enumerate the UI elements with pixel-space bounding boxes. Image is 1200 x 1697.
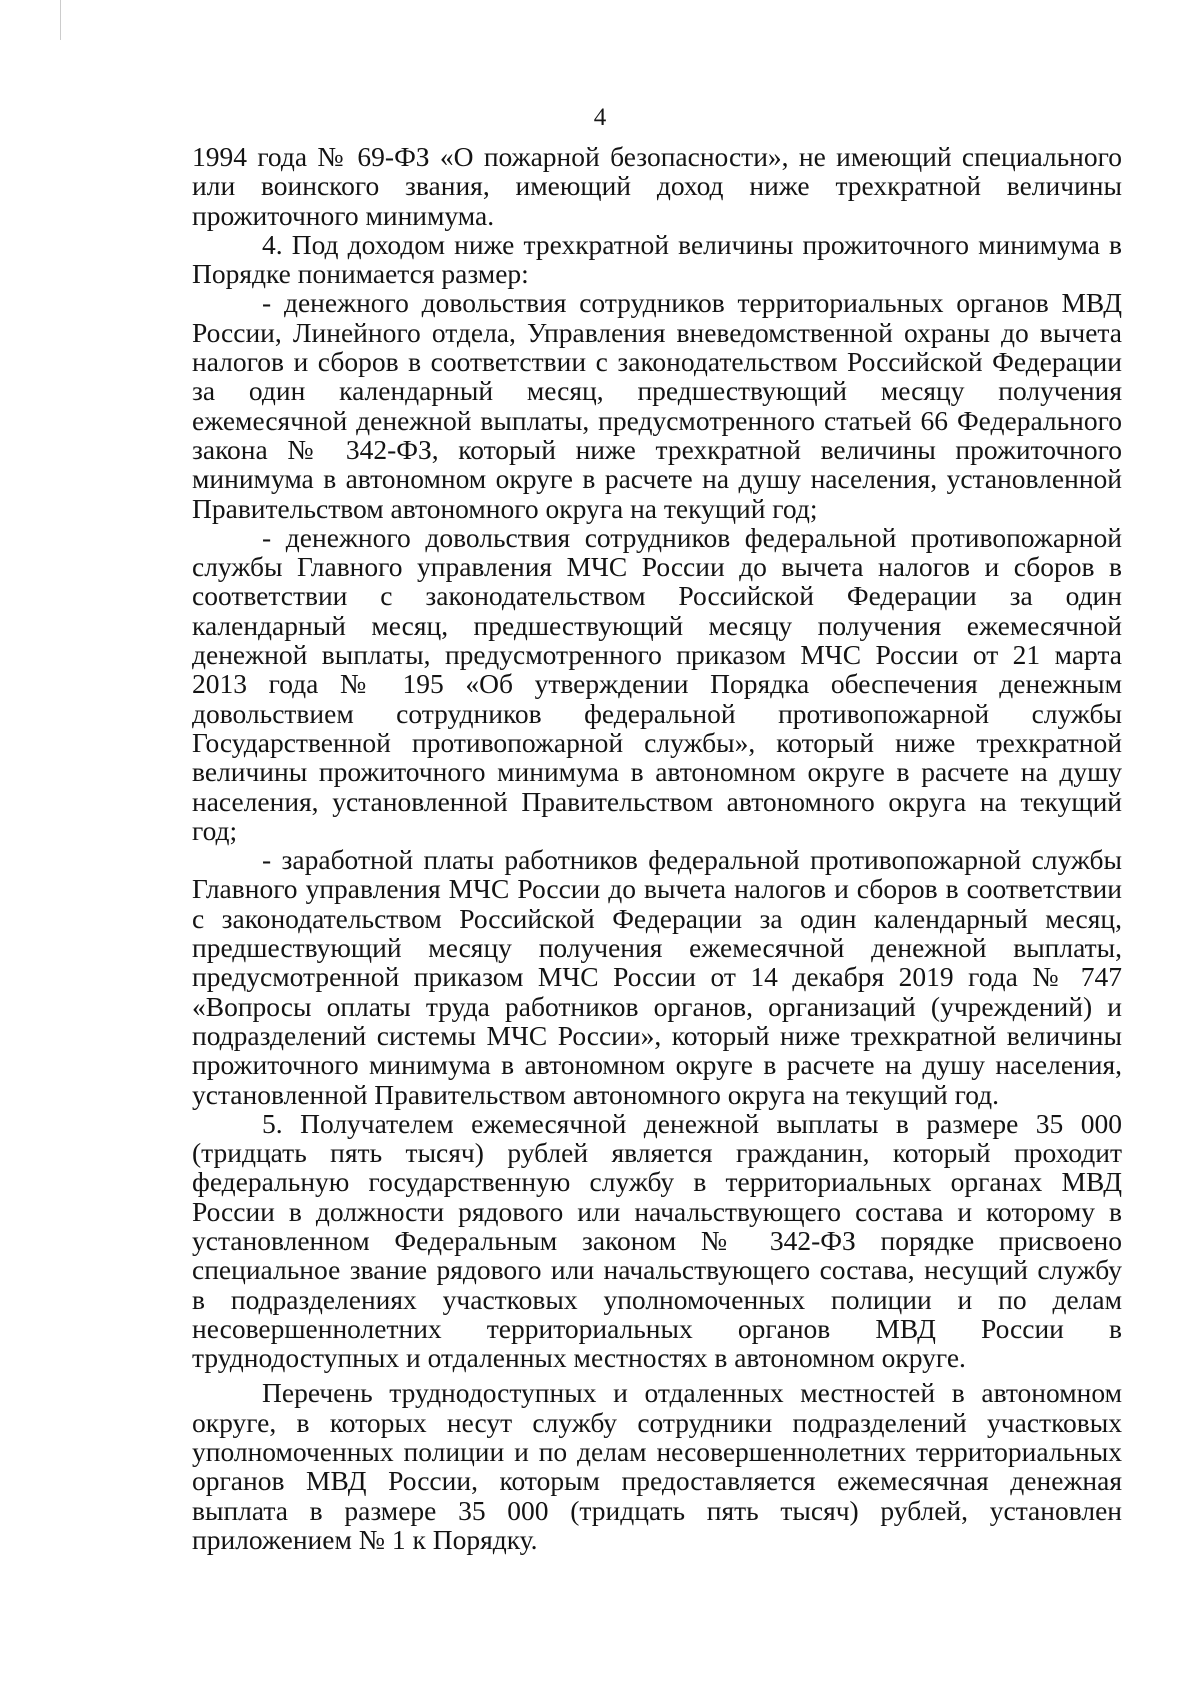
scan-edge-mark bbox=[60, 0, 61, 40]
paragraph-dash-mchs-employees: - денежного довольствия сотрудников федеральной противопожарной службы Главного управления МЧС России до вычета налогов и сборов в соответствии с законодательством Российской Федерации за один календарный месяц, предшествующий месяцу получения ежемесячной денежной выплаты, предусмотренного приказом МЧС России от 21 марта 2013 года № 195 «Об утверждении Порядка обеспечения денежным довольствием сотрудников федеральной противопожарной службы Государственной противопожарной службы», который ниже трехкратной величины прожиточного минимума в автономном округе в расчете на душу населения, установленной Правительством автономного округа на текущий год; bbox=[192, 521, 1122, 846]
paragraph-dash-mvd: - денежного довольствия сотрудников территориальных органов МВД России, Линейного отдела, Управления вневедомственной охраны до вычета налогов и сборов в соответствии с законодательством Российской Федерации за один календарный месяц, предшествующий месяцу получения ежемесячной денежной выплаты, предусмотренного статьей 66 Федерального закона № 342-ФЗ, который ниже трехкратной величины прожиточного минимума в автономном округе в расчете на душу населения, установленной Правительством автономного округа на текущий год; bbox=[192, 287, 1122, 524]
document-body bbox=[192, 142, 1122, 1554]
page-number: 4 bbox=[593, 104, 607, 131]
paragraph-item-5: 5. Получателем ежемесячной денежной выплаты в размере 35 000 (тридцать пять тысяч) рублей является гражданин, который проходит федеральную государственную службу в территориальных органах МВД России в должности рядового или начальствующего состава и которому в установленном Федеральным законом № 342-ФЗ порядке присвоено специальное звание рядового или начальствующего состава, несущий службу в подразделениях участковых уполномоченных полиции и по делам несовершеннолетних территориальных органов МВД России в труднодоступных и отдаленных местностях в автономном округе. bbox=[192, 1107, 1122, 1374]
paragraph-list-of-localities: Перечень труднодоступных и отдаленных местностей в автономном округе, в которых несут службу сотрудники подразделений участковых уполномоченных полиции и по делам несовершеннолетних территориальных органов МВД России, которым предоставляется ежемесячная денежная выплата в размере 35 000 (тридцать пять тысяч) рублей, установлен приложением № 1 к Порядку. bbox=[192, 1377, 1122, 1555]
paragraph-continuation: 1994 года № 69-ФЗ «О пожарной безопасности», не имеющий специального или воинского звания, имеющий доход ниже трехкратной величины прожиточного минимума. bbox=[192, 141, 1122, 231]
paragraph-dash-mchs-workers: - заработной платы работников федеральной противопожарной службы Главного управления МЧС России до вычета налогов и сборов в соответствии с законодательством Российской Федерации за один календарный месяц, предшествующий месяцу получения ежемесячной денежной выплаты, предусмотренной приказом МЧС России от 14 декабря 2019 года № 747 «Вопросы оплаты труда работников органов, организаций (учреждений) и подразделений системы МЧС России», который ниже трехкратной величины прожиточного минимума в автономном округе в расчете на душу населения, установленной Правительством автономного округа на текущий год. bbox=[192, 844, 1122, 1110]
paragraph-item-4: 4. Под доходом ниже трехкратной величины прожиточного минимума в Порядке понимается размер: bbox=[192, 228, 1122, 290]
